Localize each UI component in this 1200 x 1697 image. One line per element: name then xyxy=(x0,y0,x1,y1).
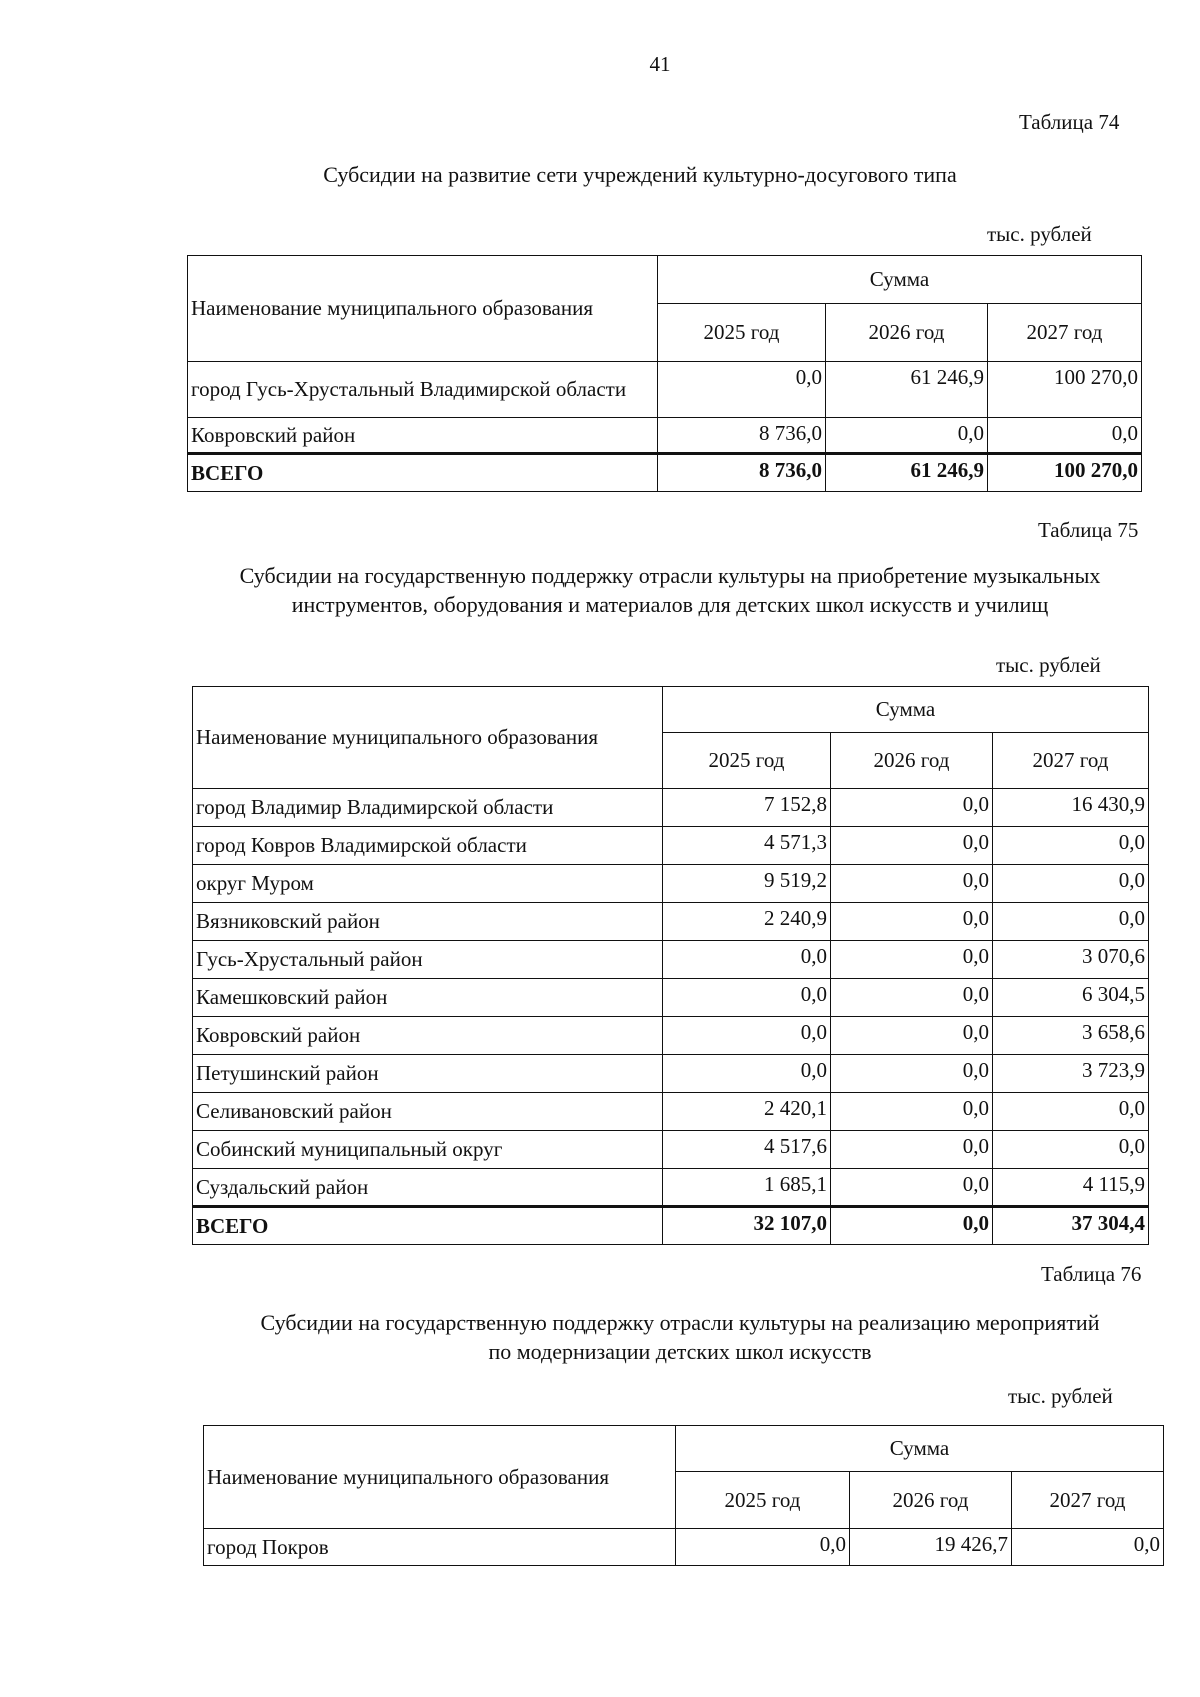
row-value: 0,0 xyxy=(831,941,993,979)
row-name: город Покров xyxy=(204,1529,676,1566)
total-label: ВСЕГО xyxy=(188,454,658,492)
row-name: Селивановский район xyxy=(193,1093,663,1131)
year-header: 2025 год xyxy=(658,304,826,362)
row-value: 0,0 xyxy=(831,827,993,865)
row-value: 0,0 xyxy=(831,903,993,941)
table-row xyxy=(193,1169,1149,1207)
table-row xyxy=(193,827,1149,865)
table-76 xyxy=(203,1425,1164,1566)
row-value: 4 571,3 xyxy=(663,827,831,865)
row-value: 4 115,9 xyxy=(993,1169,1149,1207)
total-row xyxy=(188,454,1142,492)
row-value: 9 519,2 xyxy=(663,865,831,903)
row-value: 0,0 xyxy=(831,789,993,827)
name-column-header: Наименование муниципального образования xyxy=(204,1426,676,1529)
total-value: 32 107,0 xyxy=(663,1207,831,1245)
table-row xyxy=(188,418,1142,454)
table-row xyxy=(193,1017,1149,1055)
row-name: Гусь-Хрустальный район xyxy=(193,941,663,979)
total-value: 37 304,4 xyxy=(993,1207,1149,1245)
row-name: город Ковров Владимирской области xyxy=(193,827,663,865)
row-name: город Владимир Владимирской области xyxy=(193,789,663,827)
table-74 xyxy=(187,255,1142,492)
row-value: 16 430,9 xyxy=(993,789,1149,827)
row-value: 3 723,9 xyxy=(993,1055,1149,1093)
row-name: Петушинский район xyxy=(193,1055,663,1093)
year-header: 2027 год xyxy=(1012,1472,1164,1529)
row-value: 0,0 xyxy=(993,1093,1149,1131)
row-value: 0,0 xyxy=(831,1169,993,1207)
row-value: 0,0 xyxy=(993,1131,1149,1169)
total-value: 61 246,9 xyxy=(826,454,988,492)
row-value: 0,0 xyxy=(831,1131,993,1169)
row-value: 0,0 xyxy=(988,418,1142,454)
row-value: 0,0 xyxy=(663,941,831,979)
row-value: 0,0 xyxy=(993,865,1149,903)
name-column-header: Наименование муниципального образования xyxy=(193,687,663,789)
table-row xyxy=(193,1131,1149,1169)
year-header: 2025 год xyxy=(663,733,831,789)
row-name: Собинский муниципальный округ xyxy=(193,1131,663,1169)
table-row xyxy=(193,979,1149,1017)
row-value: 2 240,9 xyxy=(663,903,831,941)
row-value: 7 152,8 xyxy=(663,789,831,827)
row-value: 0,0 xyxy=(663,1017,831,1055)
table-74-label: Таблица 74 xyxy=(1019,110,1120,134)
row-value: 0,0 xyxy=(676,1529,850,1566)
table-row xyxy=(193,903,1149,941)
row-value: 100 270,0 xyxy=(988,362,1142,418)
row-value: 0,0 xyxy=(1012,1529,1164,1566)
row-value: 0,0 xyxy=(826,418,988,454)
table-row xyxy=(204,1529,1164,1566)
row-value: 6 304,5 xyxy=(993,979,1149,1017)
table-row xyxy=(193,865,1149,903)
table-75-unit: тыс. рублей xyxy=(996,653,1101,677)
year-header: 2027 год xyxy=(993,733,1149,789)
table-75 xyxy=(192,686,1149,1245)
row-value: 3 658,6 xyxy=(993,1017,1149,1055)
table-row xyxy=(193,941,1149,979)
sum-header: Сумма xyxy=(663,687,1149,733)
row-value: 0,0 xyxy=(663,1055,831,1093)
total-row xyxy=(193,1207,1149,1245)
table-74-title: Субсидии на развитие сети учреждений культурно-досугового типа xyxy=(323,162,957,187)
row-value: 0,0 xyxy=(993,827,1149,865)
row-name: Суздальский район xyxy=(193,1169,663,1207)
row-name: город Гусь-Хрустальный Владимирской области xyxy=(188,362,658,418)
table-76-title: Субсидии на государственную поддержку отрасли культуры на реализацию мероприятий по модернизации детских школ искусств xyxy=(260,1310,1100,1364)
row-value: 0,0 xyxy=(663,979,831,1017)
table-row xyxy=(193,1093,1149,1131)
row-value: 3 070,6 xyxy=(993,941,1149,979)
table-76-unit: тыс. рублей xyxy=(1008,1384,1113,1408)
year-header: 2026 год xyxy=(826,304,988,362)
row-name: Камешковский район xyxy=(193,979,663,1017)
sum-header: Сумма xyxy=(676,1426,1164,1472)
row-name: Ковровский район xyxy=(193,1017,663,1055)
row-value: 4 517,6 xyxy=(663,1131,831,1169)
total-value: 0,0 xyxy=(831,1207,993,1245)
row-value: 61 246,9 xyxy=(826,362,988,418)
row-value: 1 685,1 xyxy=(663,1169,831,1207)
sum-header: Сумма xyxy=(658,256,1142,304)
row-value: 0,0 xyxy=(831,1093,993,1131)
row-name: округ Муром xyxy=(193,865,663,903)
page-number: 41 xyxy=(649,52,671,76)
row-value: 0,0 xyxy=(831,865,993,903)
row-value: 0,0 xyxy=(831,979,993,1017)
year-header: 2025 год xyxy=(676,1472,850,1529)
row-value: 0,0 xyxy=(831,1055,993,1093)
row-value: 2 420,1 xyxy=(663,1093,831,1131)
name-column-header: Наименование муниципального образования xyxy=(188,256,658,362)
table-74-unit: тыс. рублей xyxy=(987,222,1092,246)
table-75-label: Таблица 75 xyxy=(1038,518,1139,542)
table-row xyxy=(193,789,1149,827)
total-value: 100 270,0 xyxy=(988,454,1142,492)
row-value: 19 426,7 xyxy=(850,1529,1012,1566)
row-value: 0,0 xyxy=(831,1017,993,1055)
row-name: Вязниковский район xyxy=(193,903,663,941)
table-row xyxy=(188,362,1142,418)
year-header: 2027 год xyxy=(988,304,1142,362)
table-row xyxy=(193,1055,1149,1093)
year-header: 2026 год xyxy=(831,733,993,789)
row-name: Ковровский район xyxy=(188,418,658,454)
year-header: 2026 год xyxy=(850,1472,1012,1529)
total-label: ВСЕГО xyxy=(193,1207,663,1245)
table-75-title: Субсидии на государственную поддержку отрасли культуры на приобретение музыкальных инструментов, оборудования и материалов для детских школ искусств и училищ xyxy=(239,563,1101,617)
row-value: 8 736,0 xyxy=(658,418,826,454)
total-value: 8 736,0 xyxy=(658,454,826,492)
row-value: 0,0 xyxy=(993,903,1149,941)
row-value: 0,0 xyxy=(658,362,826,418)
table-76-label: Таблица 76 xyxy=(1041,1262,1142,1286)
